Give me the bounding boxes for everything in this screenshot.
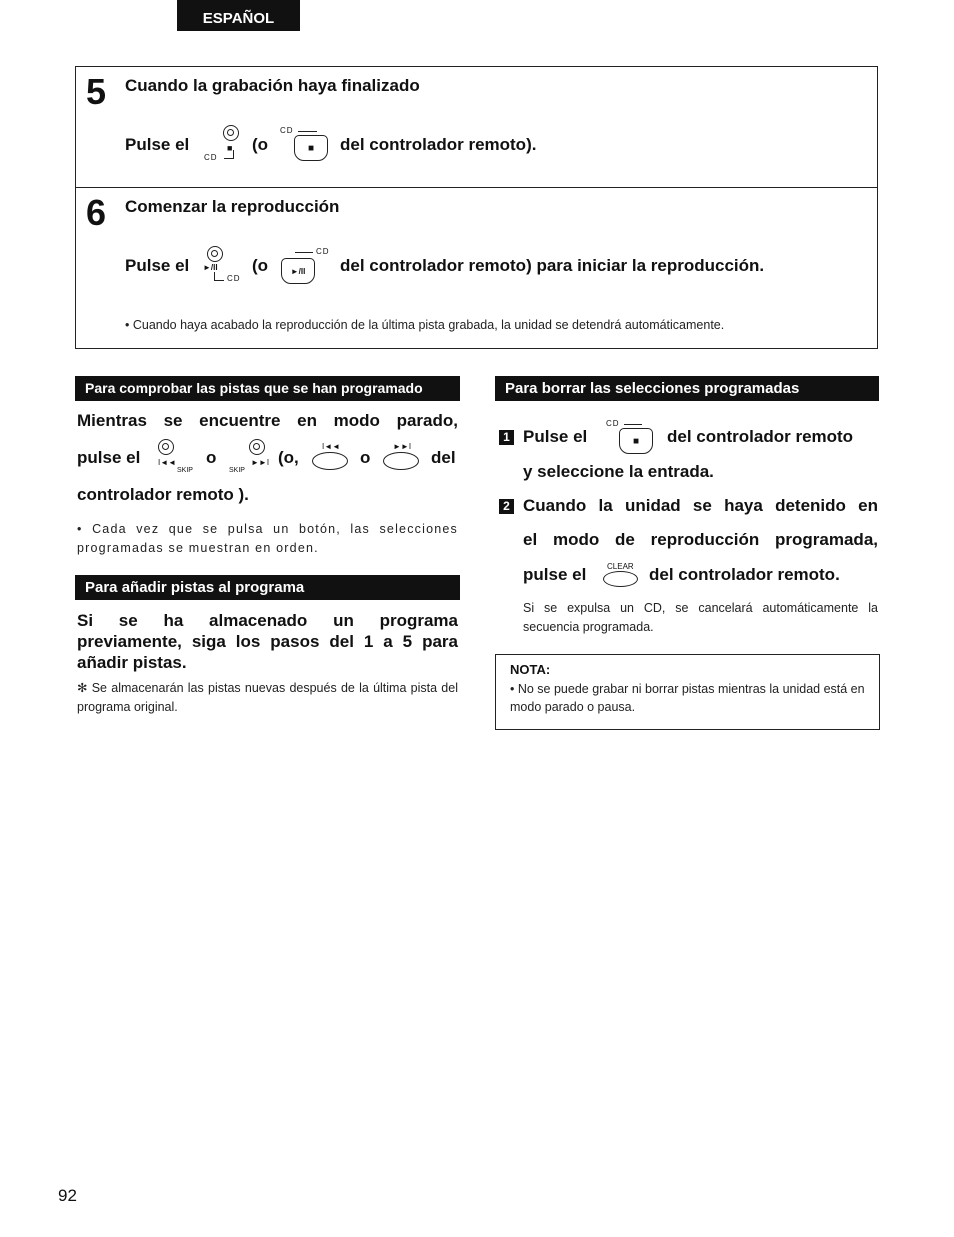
label-line	[295, 252, 313, 253]
step-6-box	[75, 187, 878, 349]
section-title-add: Para añadir pistas al programa	[75, 575, 460, 600]
step-title: Cuando la grabación haya finalizado	[125, 76, 420, 95]
remote-play-button-icon	[281, 258, 315, 284]
label-line	[298, 131, 317, 132]
skip-label: SKIP	[229, 467, 245, 474]
item-1-pulse: Pulse el	[523, 427, 588, 446]
item-1-rest: del controlador remoto	[667, 427, 854, 446]
check-line-1: Mientras se encuentre en modo parado,	[77, 411, 458, 430]
remote-clear-button-icon	[603, 571, 638, 587]
cd-label: CD	[227, 274, 241, 283]
remote-stop-button-icon	[619, 428, 653, 454]
step-note: • Cuando haya acabado la reproducción de la última pista grabada, la unidad se detendrá automáticamente.	[125, 318, 725, 332]
cd-label: CD	[316, 247, 330, 256]
bracket-icon	[224, 150, 234, 159]
remote-stop-button-icon	[294, 135, 328, 161]
check-note-text: • Cada vez que se pulsa un botón, las selecciones programadas se muestran en orden.	[77, 522, 458, 555]
check-line-3: controlador remoto ).	[77, 485, 249, 504]
stop-glyph-icon: ■	[307, 143, 315, 154]
nota-text: • No se puede grabar ni borrar pistas mientras la unidad está en modo parado o pausa.	[510, 682, 865, 714]
next-glyph-icon: ►►I	[251, 458, 270, 467]
pulse-text: pulse el	[77, 448, 141, 467]
play-glyph-icon: ►/II	[290, 267, 306, 276]
item-2-line2: el modo de reproducción programada,	[523, 530, 878, 549]
pulse-text: Pulse el	[125, 135, 190, 154]
open-paren: (o	[252, 256, 269, 275]
remote-skip-back-button-icon	[312, 452, 348, 470]
item-2-line1: Cuando la unidad se haya detenido en	[523, 496, 878, 515]
label-line	[624, 424, 642, 425]
add-instruction: Si se ha almacenado un programa previamente, siga los pasos del 1 a 5 para añadir pistas.	[77, 611, 458, 672]
or-paren-text: (o,	[278, 448, 299, 467]
remote-skip-forward-button-icon	[383, 452, 419, 470]
stop-knob-icon	[223, 125, 239, 141]
step-5-box	[75, 66, 878, 188]
step-title: Comenzar la reproducción	[125, 197, 340, 216]
prev-glyph-icon: I◄◄	[158, 458, 177, 467]
pulse-text: Pulse el	[125, 256, 190, 275]
cd-label: CD	[204, 153, 218, 162]
item-2-rest: del controlador remoto.	[649, 565, 840, 584]
stop-glyph-icon: ■	[632, 436, 640, 447]
item-number-badge: 1	[499, 430, 514, 445]
bracket-icon	[214, 272, 224, 281]
skip-back-knob-icon	[158, 439, 174, 455]
item-2-pulse: pulse el	[523, 565, 587, 584]
add-note: ✻ Se almacenarán las pistas nuevas después de la última pista del programa original.	[77, 681, 458, 714]
skip-forward-knob-icon	[249, 439, 265, 455]
language-tab: ESPAÑOL	[177, 0, 300, 31]
next-glyph-icon: ►►I	[393, 442, 412, 451]
item-1-number	[499, 428, 514, 446]
step-instruction	[125, 135, 189, 155]
nota-box	[495, 654, 880, 730]
stop-glyph-icon: ■	[227, 143, 233, 153]
check-note	[77, 520, 458, 558]
play-glyph-icon: ►/II	[203, 263, 218, 272]
item-2-number	[499, 497, 514, 515]
clear-sub-note: Si se expulsa un CD, se cancelará automáticamente la secuencia programada.	[523, 601, 878, 634]
open-paren: (o	[252, 135, 269, 154]
section-title-check: Para comprobar las pistas que se han programado	[75, 376, 460, 401]
clear-label: CLEAR	[607, 562, 634, 571]
cd-label: CD	[280, 126, 294, 135]
play-knob-icon	[207, 246, 223, 262]
or-text: o	[206, 448, 217, 467]
item-1-line2: y seleccione la entrada.	[523, 462, 714, 481]
step-number: 5	[86, 71, 107, 112]
page-number: 92	[58, 1186, 77, 1205]
nota-title: NOTA:	[510, 662, 551, 677]
step-number: 6	[86, 192, 107, 233]
prev-glyph-icon: I◄◄	[322, 442, 341, 451]
skip-label: SKIP	[177, 467, 193, 474]
section-title-clear: Para borrar las selecciones programadas	[495, 376, 879, 401]
cd-label: CD	[606, 419, 620, 428]
item-number-badge: 2	[499, 499, 514, 514]
or-text: o	[360, 448, 371, 467]
del-text: del	[431, 448, 456, 467]
step-rest: del controlador remoto) para iniciar la reproducción.	[340, 256, 765, 275]
step-rest: del controlador remoto).	[340, 135, 537, 154]
